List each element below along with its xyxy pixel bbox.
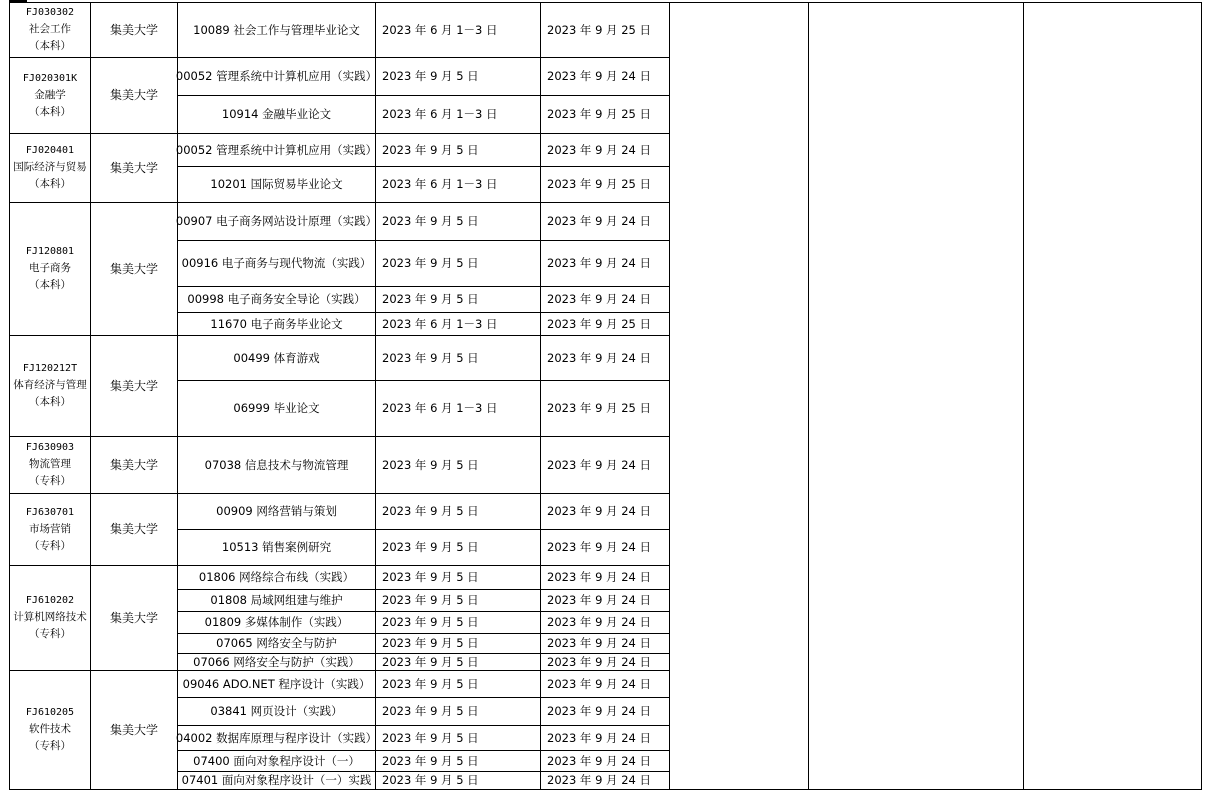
deadline-cell <box>541 633 675 653</box>
deadline-cell <box>541 589 675 611</box>
course-cell-text: 00916 电子商务与现代物流（实践） <box>181 256 372 270</box>
university-cell <box>91 436 177 493</box>
deadline-cell <box>541 2 675 57</box>
university-cell <box>91 335 177 436</box>
university-cell <box>91 202 177 335</box>
deadline-cell <box>541 166 675 202</box>
course-cell <box>178 529 375 565</box>
deadline-cell <box>541 335 675 380</box>
apply-date-cell <box>376 725 546 750</box>
apply-date-cell <box>376 240 546 286</box>
course-cell <box>178 653 375 670</box>
program-cell <box>10 670 90 789</box>
deadline-cell-text: 2023 年 9 月 25 日 <box>547 401 651 415</box>
university-cell <box>91 670 177 789</box>
program-label <box>13 360 87 411</box>
deadline-cell <box>541 697 675 725</box>
program-code: FJ630701 <box>25 506 75 518</box>
apply-date-cell <box>376 436 546 493</box>
apply-date-cell-text: 2023 年 6 月 1－3 日 <box>382 316 498 331</box>
apply-date-cell <box>376 633 546 653</box>
deadline-cell-text: 2023 年 9 月 24 日 <box>547 773 651 787</box>
program-label <box>26 439 74 490</box>
apply-date-cell <box>376 166 546 202</box>
university-cell-text: 集美大学 <box>109 160 158 175</box>
program-name: 电子商务 <box>28 262 71 274</box>
course-cell <box>178 611 375 633</box>
university-cell <box>91 2 177 57</box>
university-cell-text: 集美大学 <box>109 610 158 625</box>
deadline-cell-text: 2023 年 9 月 25 日 <box>547 22 651 37</box>
program-label <box>23 70 77 121</box>
apply-date-cell-text: 2023 年 6 月 1－3 日 <box>382 177 498 191</box>
deadline-cell-text: 2023 年 9 月 24 日 <box>547 142 651 157</box>
program-code: FJ610205 <box>25 707 75 718</box>
program-name: 体育经济与管理 <box>13 379 87 391</box>
program-cell <box>10 335 90 436</box>
course-cell-text: 10513 销售案例研究 <box>221 540 332 554</box>
course-cell-text: 07065 网络安全与防护 <box>216 636 337 650</box>
program-level: （本科） <box>28 279 71 291</box>
program-code: FJ030302 <box>25 7 75 18</box>
deadline-cell-text: 2023 年 9 月 25 日 <box>547 177 651 191</box>
apply-date-cell-text: 2023 年 9 月 5 日 <box>382 256 479 270</box>
program-label <box>26 243 74 294</box>
university-cell-text: 集美大学 <box>109 457 158 472</box>
deadline-cell-text: 2023 年 9 月 24 日 <box>547 214 651 228</box>
program-name: 社会工作 <box>28 23 71 35</box>
apply-date-cell-text: 2023 年 9 月 5 日 <box>382 457 479 472</box>
apply-date-cell <box>376 380 546 436</box>
apply-date-cell-text: 2023 年 9 月 5 日 <box>382 730 479 745</box>
deadline-cell <box>541 133 675 166</box>
deadline-cell <box>541 670 675 697</box>
deadline-cell <box>541 529 675 565</box>
university-cell-text: 集美大学 <box>109 522 158 536</box>
course-cell-text: 00998 电子商务安全导论（实践） <box>187 292 366 306</box>
university-cell <box>91 565 177 670</box>
program-name: 软件技术 <box>28 723 71 735</box>
deadline-cell <box>541 725 675 750</box>
course-cell <box>178 335 375 380</box>
course-cell-text: 01809 多媒体制作（实践） <box>204 615 349 629</box>
program-label <box>26 504 74 555</box>
apply-date-cell <box>376 771 546 789</box>
deadline-cell <box>541 57 675 95</box>
apply-date-cell <box>376 565 546 589</box>
program-code: FJ120801 <box>25 246 75 257</box>
program-level: （专科） <box>29 628 71 640</box>
apply-date-cell-text: 2023 年 9 月 5 日 <box>382 214 479 228</box>
program-code: FJ020401 <box>25 145 75 156</box>
deadline-cell-text: 2023 年 9 月 24 日 <box>547 69 651 83</box>
apply-date-cell-text: 2023 年 9 月 5 日 <box>382 704 479 718</box>
apply-date-cell-text: 2023 年 9 月 5 日 <box>382 654 479 669</box>
deadline-cell-text: 2023 年 9 月 24 日 <box>547 615 651 629</box>
course-cell <box>178 436 375 493</box>
course-cell-text: 10201 国际贸易毕业论文 <box>210 177 343 191</box>
deadline-cell <box>541 95 675 133</box>
apply-date-cell-text: 2023 年 6 月 1－3 日 <box>382 107 498 121</box>
course-cell-text: 10089 社会工作与管理毕业论文 <box>193 22 360 37</box>
program-cell <box>10 202 90 335</box>
program-cell <box>10 565 90 670</box>
university-cell-text: 集美大学 <box>109 722 158 737</box>
deadline-cell <box>541 750 675 771</box>
program-level: （专科） <box>28 475 71 487</box>
apply-date-cell <box>376 2 546 57</box>
deadline-cell-text: 2023 年 9 月 24 日 <box>547 350 651 365</box>
apply-date-cell <box>376 95 546 133</box>
row-divider <box>9 789 1202 790</box>
apply-date-cell <box>376 335 546 380</box>
apply-date-cell <box>376 133 546 166</box>
program-code: FJ610202 <box>25 595 75 606</box>
apply-date-cell-text: 2023 年 9 月 5 日 <box>382 773 479 787</box>
course-cell <box>178 240 375 286</box>
course-cell <box>178 493 375 529</box>
course-cell-text: 01806 网络综合布线（实践） <box>198 570 355 584</box>
course-cell <box>178 633 375 653</box>
course-cell-text: 07038 信息技术与物流管理 <box>204 457 349 472</box>
program-label <box>26 704 74 755</box>
apply-date-cell <box>376 57 546 95</box>
deadline-cell <box>541 380 675 436</box>
program-name: 市场营销 <box>28 522 71 535</box>
course-cell-text: 06999 毕业论文 <box>233 401 320 415</box>
program-level: （本科） <box>28 40 71 52</box>
university-cell <box>91 57 177 133</box>
apply-date-cell-text: 2023 年 9 月 5 日 <box>382 292 479 306</box>
course-cell-text: 07400 面向对象程序设计（一） <box>193 753 360 768</box>
course-cell-text: 03841 网页设计（实践） <box>210 704 343 718</box>
apply-date-cell-text: 2023 年 9 月 5 日 <box>382 142 479 157</box>
apply-date-cell <box>376 286 546 312</box>
program-label <box>10 142 90 193</box>
course-cell <box>178 565 375 589</box>
apply-date-cell <box>376 589 546 611</box>
apply-date-cell <box>376 697 546 725</box>
program-cell <box>10 133 90 202</box>
program-cell <box>10 493 90 565</box>
apply-date-cell <box>376 529 546 565</box>
apply-date-cell-text: 2023 年 6 月 1－3 日 <box>382 22 498 37</box>
course-cell <box>178 670 375 697</box>
course-cell <box>178 771 375 789</box>
apply-date-cell-text: 2023 年 9 月 5 日 <box>382 570 479 584</box>
apply-date-cell-text: 2023 年 6 月 1－3 日 <box>382 401 498 415</box>
deadline-cell <box>541 611 675 633</box>
apply-date-cell <box>376 670 546 697</box>
deadline-cell <box>541 653 675 670</box>
deadline-cell <box>541 771 675 789</box>
program-name: 金融学 <box>34 88 66 101</box>
course-cell <box>178 95 375 133</box>
course-cell <box>178 380 375 436</box>
apply-date-cell-text: 2023 年 9 月 5 日 <box>382 350 479 365</box>
column-divider <box>1201 2 1202 789</box>
course-cell <box>178 286 375 312</box>
course-cell-text: 09046 ADO.NET 程序设计（实践） <box>182 676 371 691</box>
deadline-cell-text: 2023 年 9 月 24 日 <box>547 654 651 669</box>
apply-date-cell-text: 2023 年 9 月 5 日 <box>382 615 479 629</box>
university-cell-text: 集美大学 <box>109 22 158 37</box>
course-cell <box>175 202 378 240</box>
course-cell <box>178 312 375 335</box>
university-cell <box>91 493 177 565</box>
deadline-cell <box>541 493 675 529</box>
column-divider <box>808 2 809 789</box>
course-cell-text: 07066 网络安全与防护（实践） <box>193 654 360 669</box>
course-cell-text: 00909 网络营销与策划 <box>216 504 337 518</box>
program-cell <box>10 436 90 493</box>
course-cell <box>175 133 378 166</box>
deadline-cell-text: 2023 年 9 月 24 日 <box>547 730 651 745</box>
course-cell-text: 01808 局域网组建与维护 <box>210 593 343 607</box>
course-cell <box>178 589 375 611</box>
course-cell-text: 04002 数据库原理与程序设计（实践） <box>175 730 378 745</box>
program-name: 国际经济与贸易（本科） <box>13 161 87 190</box>
program-code: FJ630903 <box>25 442 75 453</box>
program-level: （专科） <box>28 740 71 752</box>
deadline-cell-text: 2023 年 9 月 24 日 <box>547 636 651 650</box>
program-code: FJ120212T <box>22 363 78 374</box>
deadline-cell-text: 2023 年 9 月 24 日 <box>547 504 651 518</box>
course-cell-text: 00499 体育游戏 <box>233 350 320 365</box>
program-name: 计算机网络技术 <box>13 611 87 623</box>
course-cell-text: 00052 管理系统中计算机应用（实践） <box>175 69 378 83</box>
program-label <box>13 592 87 643</box>
deadline-cell-text: 2023 年 9 月 24 日 <box>547 676 651 691</box>
deadline-cell-text: 2023 年 9 月 24 日 <box>547 593 651 607</box>
deadline-cell-text: 2023 年 9 月 24 日 <box>547 753 651 768</box>
program-name: 物流管理 <box>28 458 71 470</box>
deadline-cell-text: 2023 年 9 月 24 日 <box>547 540 651 554</box>
apply-date-cell-text: 2023 年 9 月 5 日 <box>382 540 479 554</box>
deadline-cell <box>541 436 675 493</box>
apply-date-cell-text: 2023 年 9 月 5 日 <box>382 69 479 83</box>
deadline-cell-text: 2023 年 9 月 24 日 <box>547 457 651 472</box>
course-cell <box>178 750 375 771</box>
course-cell <box>178 2 375 57</box>
university-cell-text: 集美大学 <box>109 261 158 276</box>
apply-date-cell-text: 2023 年 9 月 5 日 <box>382 504 479 518</box>
apply-date-cell <box>376 611 546 633</box>
deadline-cell-text: 2023 年 9 月 24 日 <box>547 292 651 306</box>
university-cell-text: 集美大学 <box>109 88 158 102</box>
university-cell-text: 集美大学 <box>109 378 158 393</box>
apply-date-cell <box>376 202 546 240</box>
program-cell <box>10 57 90 133</box>
deadline-cell-text: 2023 年 9 月 24 日 <box>547 256 651 270</box>
course-cell <box>178 697 375 725</box>
program-cell <box>10 2 90 57</box>
course-cell-text: 10914 金融毕业论文 <box>221 107 332 121</box>
apply-date-cell-text: 2023 年 9 月 5 日 <box>382 636 479 650</box>
course-cell-text: 07401 面向对象程序设计（一）实践 <box>181 773 372 787</box>
course-cell <box>178 166 375 202</box>
program-level: （本科） <box>29 396 71 408</box>
deadline-cell-text: 2023 年 9 月 25 日 <box>547 107 651 121</box>
deadline-cell <box>541 312 675 335</box>
deadline-cell <box>541 286 675 312</box>
deadline-cell <box>541 240 675 286</box>
apply-date-cell-text: 2023 年 9 月 5 日 <box>382 593 479 607</box>
apply-date-cell <box>376 493 546 529</box>
deadline-cell-text: 2023 年 9 月 24 日 <box>547 570 651 584</box>
program-level: （专科） <box>28 539 71 552</box>
column-divider <box>1023 2 1024 789</box>
course-cell-text: 00052 管理系统中计算机应用（实践） <box>175 142 378 157</box>
university-cell <box>91 133 177 202</box>
program-level: （本科） <box>29 105 71 118</box>
deadline-cell-text: 2023 年 9 月 25 日 <box>547 316 651 331</box>
apply-date-cell-text: 2023 年 9 月 5 日 <box>382 753 479 768</box>
course-cell-text: 00907 电子商务网站设计原理（实践） <box>175 214 378 228</box>
program-code: FJ020301K <box>22 72 78 84</box>
apply-date-cell <box>376 653 546 670</box>
apply-date-cell <box>376 750 546 771</box>
course-cell <box>175 57 378 95</box>
course-cell-text: 11670 电子商务毕业论文 <box>210 316 343 331</box>
course-cell <box>175 725 378 750</box>
program-label <box>26 4 74 55</box>
deadline-cell-text: 2023 年 9 月 24 日 <box>547 704 651 718</box>
deadline-cell <box>541 565 675 589</box>
deadline-cell <box>541 202 675 240</box>
apply-date-cell <box>376 312 546 335</box>
apply-date-cell-text: 2023 年 9 月 5 日 <box>382 676 479 691</box>
